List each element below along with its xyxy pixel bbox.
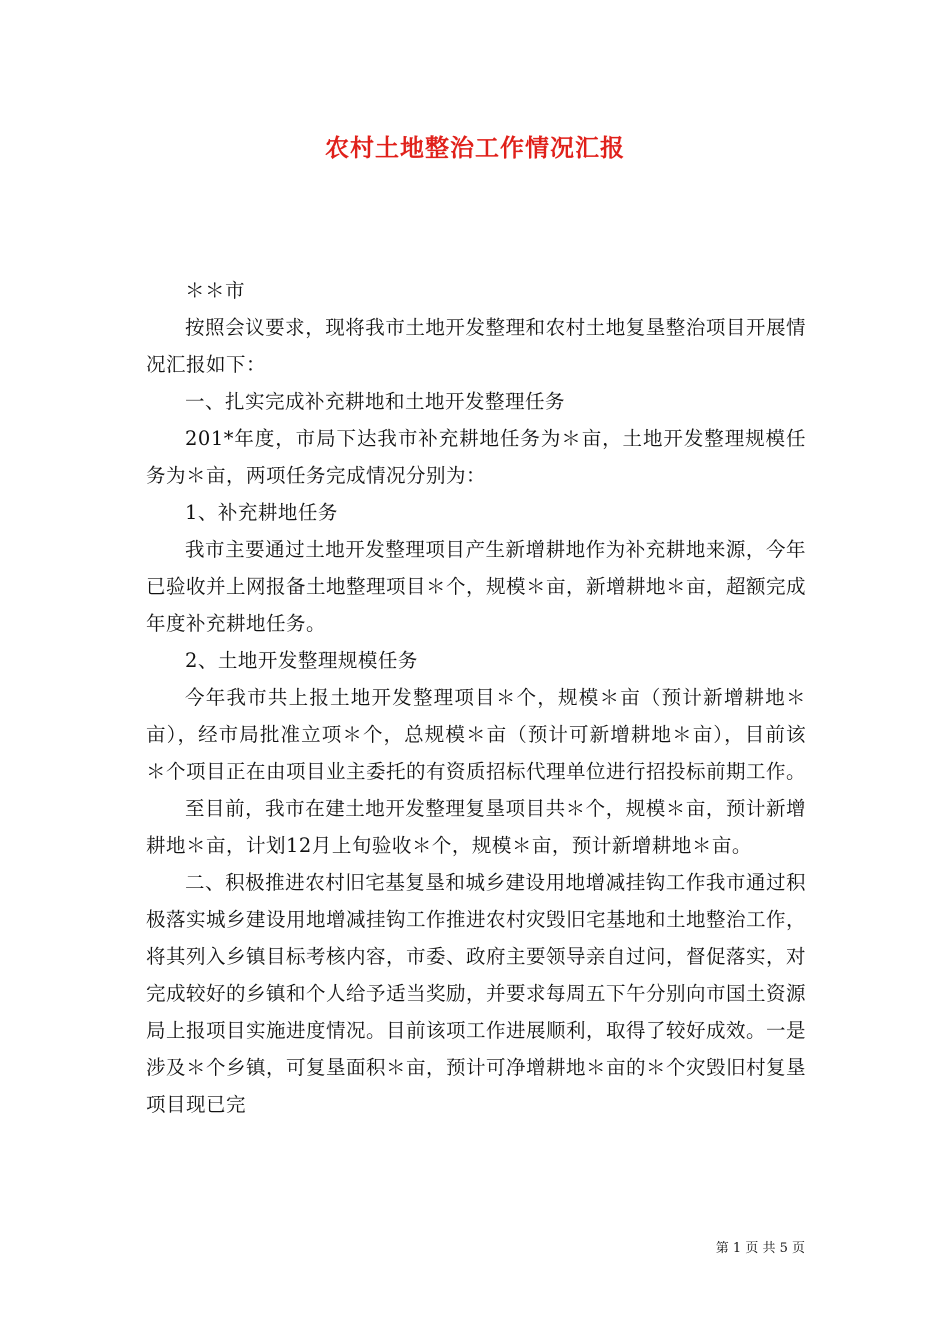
section-heading-1: 一、扎实完成补充耕地和土地开发整理任务 xyxy=(185,390,566,413)
paragraph: 我市主要通过土地开发整理项目产生新增耕地作为补充耕地来源，今年已验收并上网报备土地整理项目＊个，规模＊亩，新增耕地＊亩，超额完成年度补充耕地任务。 xyxy=(146,538,807,635)
intro-paragraph: 按照会议要求，现将我市土地开发整理和农村土地复垦整治项目开展情况汇报如下： xyxy=(146,316,806,376)
document-body xyxy=(146,272,806,1123)
subheading-2: 2、土地开发整理规模任务 xyxy=(185,649,418,672)
section-heading-2-paragraph: 二、积极推进农村旧宅基复垦和城乡建设用地增减挂钩工作我市通过积极落实城乡建设用地增减挂钩工作推进农村灾毁旧宅基地和土地整治工作，将其列入乡镇目标考核内容，市委、政府主要领导亲自过问，督促落实，对完成较好的乡镇和个人给予适当奖励，并要求每周五下午分别向市国土资源局上报项目实施进度情况。目前该项工作进展顺利，取得了较好成效。一是涉及＊个乡镇，可复垦面积＊亩，预计可净增耕地＊亩的＊个灾毁旧村复垦项目现已完 xyxy=(146,871,807,1116)
paragraph: 今年我市共上报土地开发整理项目＊个，规模＊亩（预计新增耕地＊亩），经市局批准立项＊个，总规模＊亩（预计可新增耕地＊亩），目前该＊个项目正在由项目业主委托的有资质招标代理单位进行招投标前期工作。 xyxy=(146,686,807,783)
paragraph: 201*年度，市局下达我市补充耕地任务为＊亩，土地开发整理规模任务为＊亩，两项任务完成情况分别为： xyxy=(146,427,806,487)
subheading-1: 1、补充耕地任务 xyxy=(185,501,338,524)
addressee: ＊＊市 xyxy=(185,279,246,302)
paragraph: 至目前，我市在建土地开发整理复垦项目共＊个，规模＊亩，预计新增耕地＊亩，计划12月上旬验收＊个，规模＊亩，预计新增耕地＊亩。 xyxy=(146,797,806,857)
document-title: 农村土地整治工作情况汇报 xyxy=(325,133,625,162)
page-footer: 第 1 页 共 5 页 xyxy=(715,1241,805,1256)
